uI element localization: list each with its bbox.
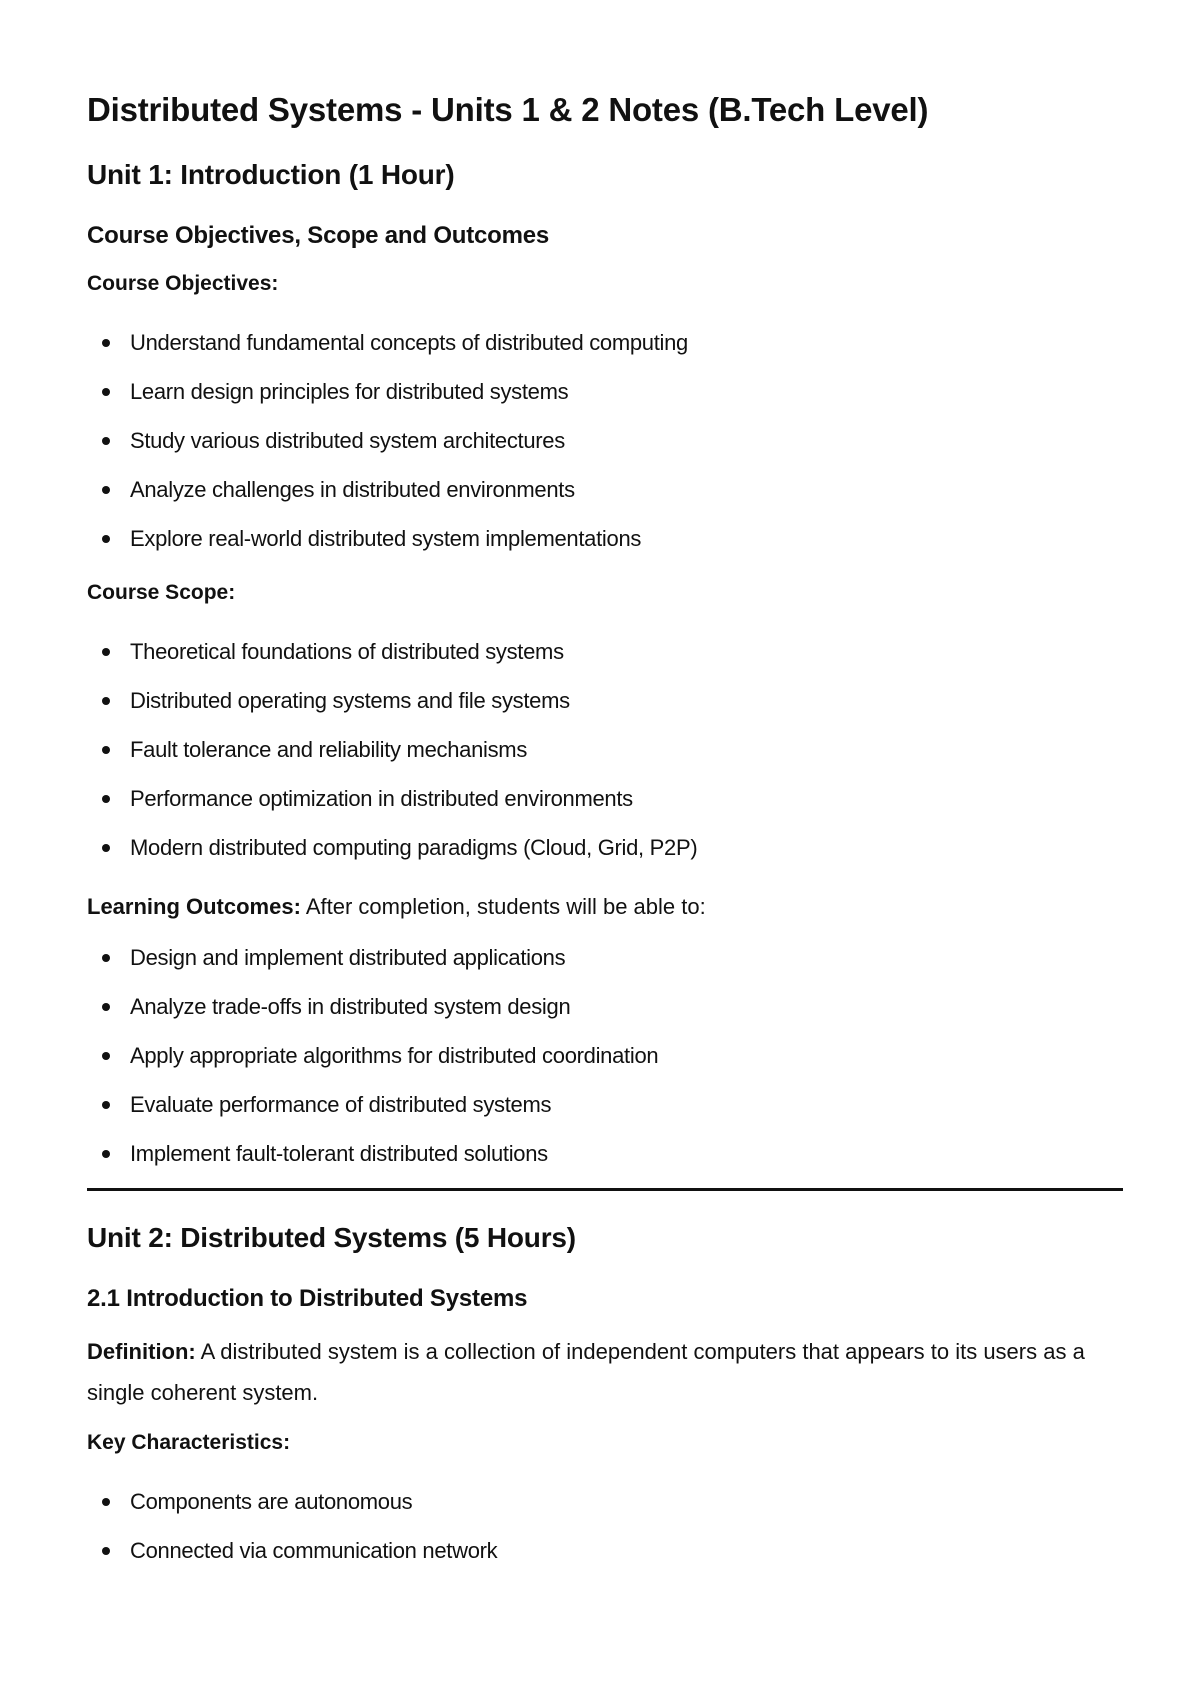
bullet-icon [102,388,110,396]
list-item-text: Components are autonomous [130,1489,413,1514]
document-page [87,84,1123,1575]
list-item [87,1526,1123,1575]
unit2-section-heading: 2.1 Introduction to Distributed Systems [87,1285,528,1312]
list-item [87,1129,1123,1178]
list-item [87,676,1123,725]
bullet-icon [102,1498,110,1506]
unit1-heading: Unit 1: Introduction (1 Hour) [87,159,455,190]
list-item-text: Analyze trade-offs in distributed system design [130,994,571,1019]
bullet-icon [102,339,110,347]
bullet-icon [102,954,110,962]
bullet-icon [102,437,110,445]
bullet-icon [102,746,110,754]
list-item-text: Apply appropriate algorithms for distributed coordination [130,1043,659,1068]
unit2-heading: Unit 2: Distributed Systems (5 Hours) [87,1222,576,1253]
list-item-text: Evaluate performance of distributed systems [130,1092,552,1117]
list-item-text: Performance optimization in distributed environments [130,786,633,811]
list-item [87,627,1123,676]
outcomes-list [87,933,1123,1178]
list-item-text: Fault tolerance and reliability mechanisms [130,737,528,762]
bullet-icon [102,1052,110,1060]
bullet-icon [102,1150,110,1158]
bullet-icon [102,486,110,494]
unit1-section-heading: Course Objectives, Scope and Outcomes [87,222,550,249]
bullet-icon [102,535,110,543]
list-item-text: Learn design principles for distributed systems [130,379,569,404]
list-item [87,1031,1123,1080]
list-item [87,774,1123,823]
objectives-list [87,318,1123,563]
list-item-text: Analyze challenges in distributed environments [130,477,575,502]
list-item-text: Understand fundamental concepts of distributed computing [130,330,688,355]
list-item [87,933,1123,982]
list-item [87,367,1123,416]
bullet-icon [102,1003,110,1011]
definition-label: Definition: [87,1339,196,1364]
bullet-icon [102,1547,110,1555]
bullet-icon [102,648,110,656]
list-item-text: Connected via communication network [130,1538,498,1563]
list-item [87,1080,1123,1129]
bullet-icon [102,795,110,803]
objectives-label: Course Objectives: [87,272,279,295]
list-item [87,982,1123,1031]
outcomes-paragraph [87,886,1123,927]
list-item [87,514,1123,563]
list-item [87,416,1123,465]
list-item-text: Theoretical foundations of distributed systems [130,639,564,664]
definition-text: A distributed system is a collection of independent computers that appears to its users as a single coherent system. [87,1339,1085,1405]
scope-label: Course Scope: [87,581,236,604]
bullet-icon [102,697,110,705]
list-item [87,1477,1123,1526]
bullet-icon [102,844,110,852]
definition-paragraph [87,1331,1123,1413]
characteristics-label: Key Characteristics: [87,1431,291,1454]
section-divider [87,1188,1123,1191]
list-item-text: Explore real-world distributed system implementations [130,526,642,551]
list-item-text: Study various distributed system architectures [130,428,565,453]
list-item-text: Design and implement distributed applications [130,945,566,970]
outcomes-label: Learning Outcomes: [87,894,301,919]
list-item [87,823,1123,872]
list-item-text: Modern distributed computing paradigms (Cloud, Grid, P2P) [130,835,698,860]
list-item [87,318,1123,367]
list-item [87,465,1123,514]
characteristics-list [87,1477,1123,1575]
outcomes-intro: After completion, students will be able to: [305,894,706,919]
document-title: Distributed Systems - Units 1 & 2 Notes (B.Tech Level) [87,91,929,128]
bullet-icon [102,1101,110,1109]
list-item-text: Implement fault-tolerant distributed solutions [130,1141,548,1166]
list-item [87,725,1123,774]
scope-list [87,627,1123,872]
list-item-text: Distributed operating systems and file systems [130,688,570,713]
